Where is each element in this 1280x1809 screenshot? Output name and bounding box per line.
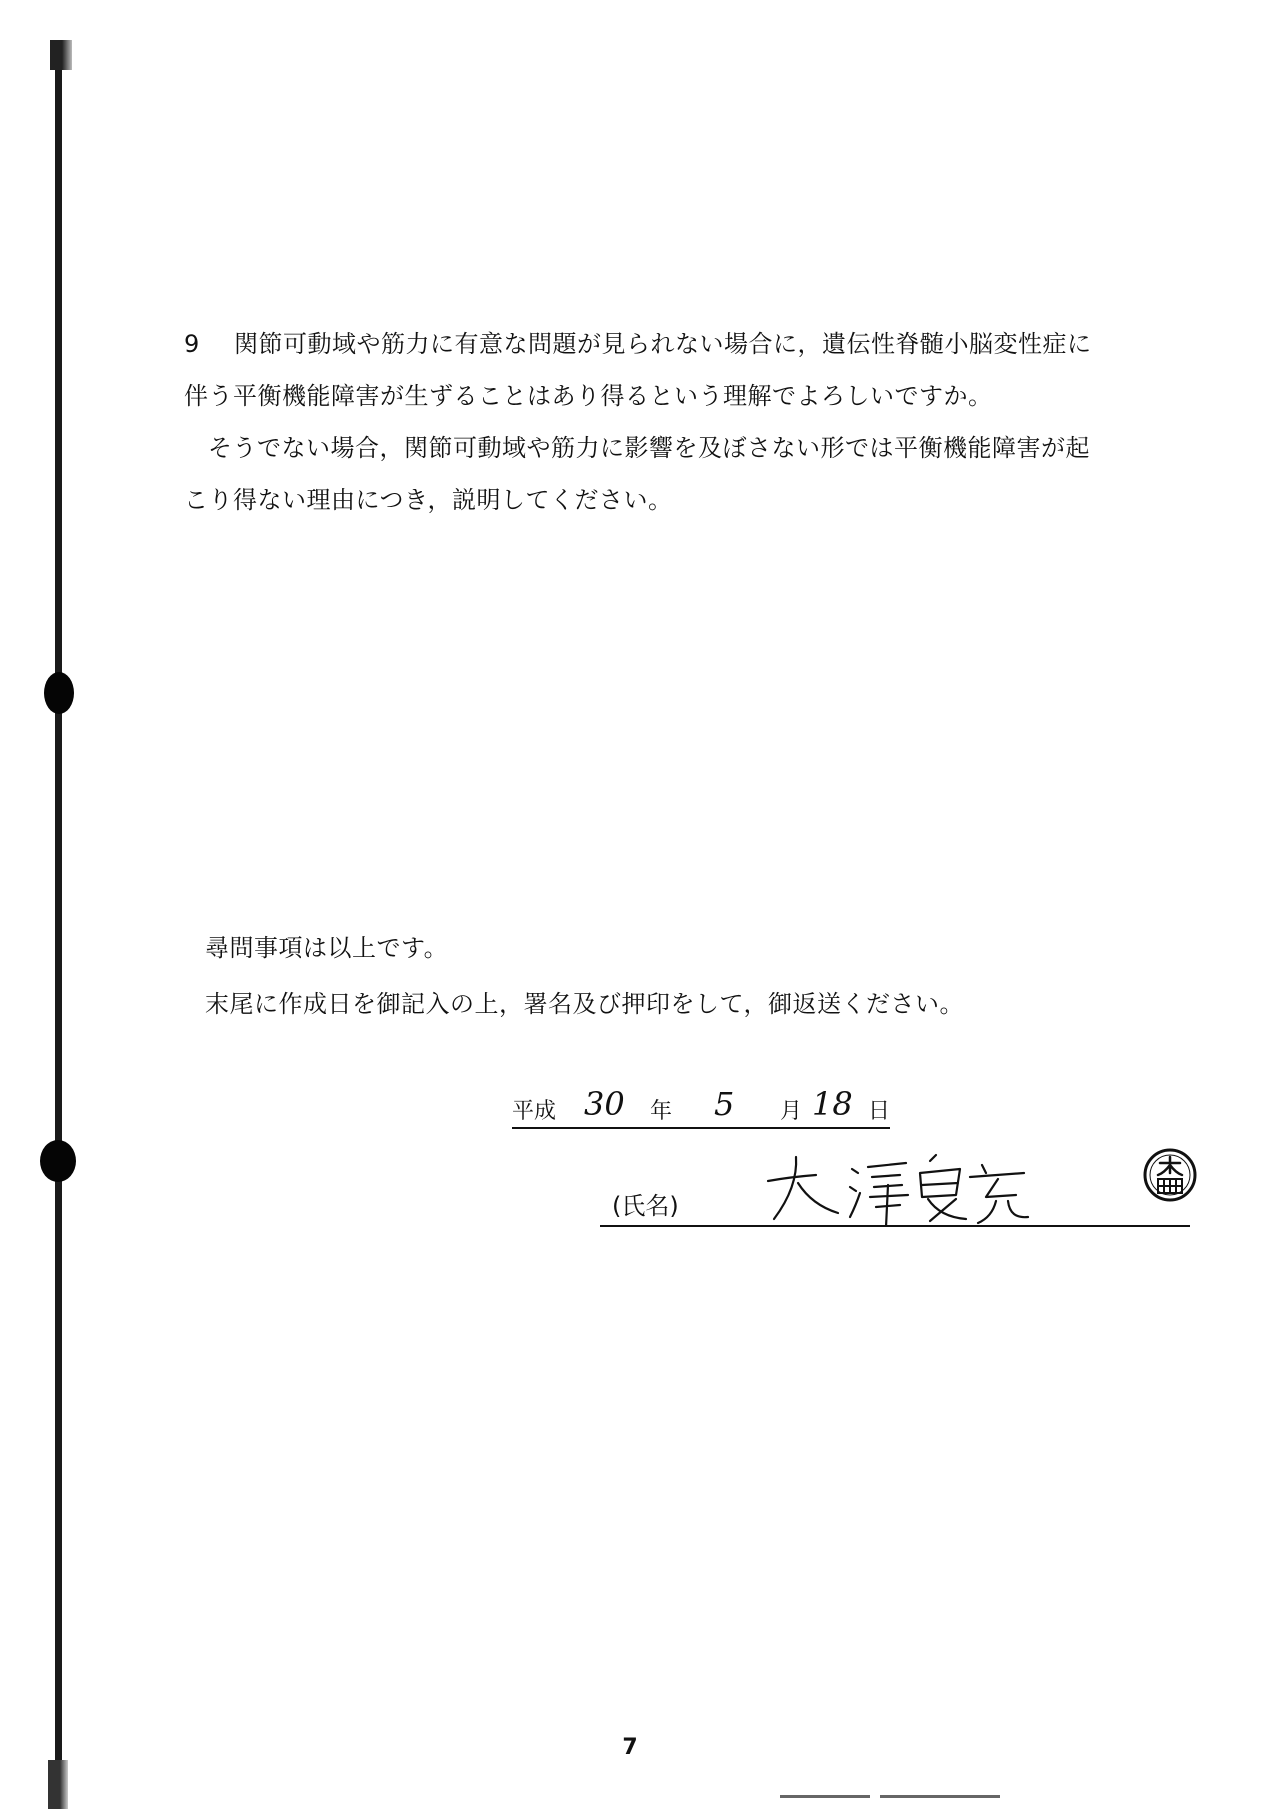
question-line-1 [184,318,1194,370]
handwritten-signature [760,1147,1030,1227]
closing-line-1: 尋問事項は以上です。 [205,934,449,962]
question-text: 関節可動域や筋力に有意な問題が見られない場合に，遺伝性脊髄小脳変性症に [234,330,1092,358]
question-line-4: こり得ない理由につき，説明してください。 [184,486,673,514]
question-number: 9 [184,330,200,358]
binding-bar [55,42,62,1809]
signature-line [600,1175,1190,1227]
date-year-unit: 年 [650,1099,673,1124]
closing-block [205,920,964,1032]
scan-edge-mark [780,1795,870,1798]
date-era: 平成 [512,1099,557,1124]
date-month: 5 [714,1085,735,1123]
date-line [512,1085,890,1129]
punch-hole [40,1140,76,1182]
binding-bar-bottom [48,1760,68,1809]
punch-hole [44,672,74,714]
binding-bar-top [50,40,72,70]
date-year: 30 [584,1085,625,1123]
question-line-3 [184,422,1194,474]
seal-stamp [1142,1147,1198,1203]
page-number: 7 [622,1735,638,1760]
date-month-unit: 月 [780,1099,803,1124]
question-line-2: 伴う平衡機能障害が生ずることはあり得るという理解でよろしいですか。 [184,382,993,410]
name-label: (氏名) [612,1192,679,1220]
date-day-unit: 日 [868,1099,891,1124]
question-text: そうでない場合，関節可動域や筋力に影響を及ぼさない形では平衡機能障害が起 [208,434,1090,462]
question-paragraph [184,318,1194,526]
date-day: 18 [812,1085,853,1123]
scan-edge-mark [880,1795,1000,1798]
closing-line-2: 末尾に作成日を御記入の上，署名及び押印をして，御返送ください。 [205,990,965,1018]
